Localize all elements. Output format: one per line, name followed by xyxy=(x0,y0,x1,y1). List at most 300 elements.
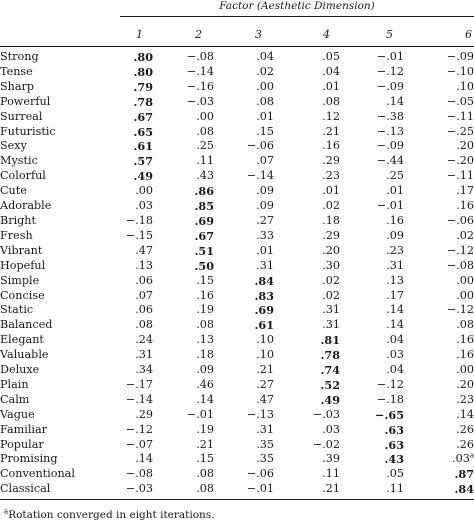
loading-cell-factor-5 xyxy=(340,408,404,423)
loading-cell-factor-3 xyxy=(214,139,274,154)
loading-value: .43 xyxy=(196,169,214,183)
loading-cell-factor-1 xyxy=(111,363,153,378)
loading-cell-factor-4 xyxy=(274,65,340,80)
loading-cell-factor-5 xyxy=(340,318,404,333)
loading-value: .14 xyxy=(386,94,404,108)
table-row xyxy=(0,438,474,453)
loading-value: .49 xyxy=(133,169,153,184)
loading-cell-factor-5 xyxy=(340,482,404,497)
loading-value: .07 xyxy=(135,288,153,302)
attribute-label: Vague xyxy=(0,407,35,421)
loading-cell-factor-6 xyxy=(404,169,474,184)
loading-value: .14 xyxy=(196,392,214,406)
loading-cell-factor-3 xyxy=(214,467,274,482)
loading-value: .30 xyxy=(322,258,340,272)
loading-value: −.09 xyxy=(376,79,404,93)
loading-cell-factor-5 xyxy=(340,110,404,125)
loading-value: −.12 xyxy=(376,64,404,78)
loading-cell-factor-4 xyxy=(274,438,340,453)
loading-value: .13 xyxy=(196,333,214,347)
loading-value: .26 xyxy=(456,422,474,436)
table-row xyxy=(0,423,474,438)
loading-cell-factor-6 xyxy=(404,378,474,393)
loading-value: .21 xyxy=(322,482,340,496)
loading-value: .08 xyxy=(196,124,214,138)
loading-value: −.08 xyxy=(186,50,214,63)
table-row xyxy=(0,125,474,140)
loading-cell-factor-6 xyxy=(404,184,474,199)
loading-cell-factor-1 xyxy=(111,125,153,140)
loading-cell-factor-3 xyxy=(214,154,274,169)
loading-value: .11 xyxy=(196,154,214,168)
loading-cell-factor-1 xyxy=(111,318,153,333)
loading-cell-factor-5 xyxy=(340,184,404,199)
table-row xyxy=(0,289,474,304)
bottom-rule xyxy=(0,499,474,500)
loading-cell-factor-2 xyxy=(153,229,214,244)
loading-cell-factor-2 xyxy=(153,378,214,393)
loading-cell-factor-5 xyxy=(340,303,404,318)
loading-value: −.01 xyxy=(376,199,404,213)
loading-value: .20 xyxy=(456,377,474,391)
loading-value: .29 xyxy=(322,228,340,242)
loading-cell-factor-3 xyxy=(214,363,274,378)
loading-cell-factor-4 xyxy=(274,348,340,363)
loading-cell-factor-5 xyxy=(340,452,404,467)
loading-cell-factor-2 xyxy=(153,244,214,259)
loading-value: .46 xyxy=(196,377,214,391)
loading-value: −.25 xyxy=(446,124,474,138)
loading-value: −.09 xyxy=(446,50,474,63)
loading-value: .43 xyxy=(384,452,404,467)
loading-value: .08 xyxy=(196,482,214,496)
loading-cell-factor-2 xyxy=(153,393,214,408)
table-row xyxy=(0,363,474,378)
loading-value: .29 xyxy=(135,407,153,421)
loading-cell-factor-4 xyxy=(274,289,340,304)
loading-cell-factor-2 xyxy=(153,333,214,348)
loading-cell-factor-6 xyxy=(404,318,474,333)
loading-value: .14 xyxy=(386,318,404,332)
loading-value: .67 xyxy=(194,228,214,243)
attribute-label: Adorable xyxy=(0,199,52,213)
loading-cell-factor-1 xyxy=(111,423,153,438)
loading-value: .02 xyxy=(322,273,340,287)
loading-value: .10 xyxy=(256,333,274,347)
loading-cell-factor-2 xyxy=(153,154,214,169)
loading-cell-factor-3 xyxy=(214,393,274,408)
attribute-label: Popular xyxy=(0,437,44,451)
loading-cell-factor-3 xyxy=(214,50,274,65)
loading-value: .09 xyxy=(256,184,274,198)
loading-value: −.12 xyxy=(376,377,404,391)
attribute-label: Classical xyxy=(0,482,51,496)
loading-value: −.03 xyxy=(312,407,340,421)
loading-value: .02 xyxy=(322,199,340,213)
loading-value: .31 xyxy=(256,422,274,436)
table-row xyxy=(0,274,474,289)
loading-value: .63 xyxy=(384,422,404,437)
attribute-label: Fresh xyxy=(0,228,33,242)
loading-value: .69 xyxy=(254,303,274,318)
loading-value: .02 xyxy=(322,288,340,302)
loading-value: .78 xyxy=(320,348,340,363)
loading-cell-factor-3 xyxy=(214,289,274,304)
loading-value: −.08 xyxy=(125,467,153,481)
attribute-label: Tense xyxy=(0,64,33,78)
loading-cell-factor-6 xyxy=(404,274,474,289)
loading-cell-factor-2 xyxy=(153,318,214,333)
loading-value: .07 xyxy=(256,154,274,168)
table-row xyxy=(0,110,474,125)
loading-value: .15 xyxy=(196,452,214,466)
loading-value: .29 xyxy=(322,154,340,168)
loading-value: .21 xyxy=(322,124,340,138)
loading-cell-factor-2 xyxy=(153,199,214,214)
loading-cell-factor-3 xyxy=(214,169,274,184)
loading-value: .21 xyxy=(196,437,214,451)
table-row xyxy=(0,80,474,95)
loading-cell-factor-4 xyxy=(274,169,340,184)
loading-value: −.13 xyxy=(246,407,274,421)
attribute-label: Powerful xyxy=(0,94,51,108)
loading-value: .35 xyxy=(256,437,274,451)
loading-cell-factor-6 xyxy=(404,348,474,363)
loading-cell-factor-3 xyxy=(214,95,274,110)
loading-cell-factor-4 xyxy=(274,50,340,65)
attribute-label: Sharp xyxy=(0,79,35,93)
loading-cell-factor-2 xyxy=(153,467,214,482)
loading-value: .00 xyxy=(456,288,474,302)
loading-value: .03 xyxy=(322,422,340,436)
loading-value: −.03 xyxy=(186,94,214,108)
loading-value: .24 xyxy=(135,333,153,347)
loading-value: −.11 xyxy=(446,109,474,123)
loading-value: .61 xyxy=(133,139,153,154)
loading-cell-factor-4 xyxy=(274,199,340,214)
loading-value: .12 xyxy=(322,109,340,123)
loading-value: .61 xyxy=(254,318,274,333)
loading-cell-factor-1 xyxy=(111,303,153,318)
loading-cell-factor-4 xyxy=(274,393,340,408)
loading-cell-factor-6 xyxy=(404,393,474,408)
attribute-label: Plain xyxy=(0,377,29,391)
loading-cell-factor-5 xyxy=(340,333,404,348)
loading-cell-factor-3 xyxy=(214,333,274,348)
loading-cell-factor-5 xyxy=(340,65,404,80)
attribute-label: Concise xyxy=(0,288,45,302)
loading-value: .78 xyxy=(133,94,153,109)
loading-cell-factor-4 xyxy=(274,229,340,244)
table-row xyxy=(0,333,474,348)
loading-value: .16 xyxy=(456,348,474,362)
table-row xyxy=(0,184,474,199)
loading-cell-factor-2 xyxy=(153,274,214,289)
loading-cell-factor-5 xyxy=(340,229,404,244)
loading-cell-factor-4 xyxy=(274,482,340,497)
loading-value: .09 xyxy=(386,228,404,242)
loading-value: .67 xyxy=(133,109,153,124)
loading-cell-factor-4 xyxy=(274,154,340,169)
loading-value: .08 xyxy=(196,467,214,481)
loading-value: .18 xyxy=(322,213,340,227)
loading-cell-factor-6 xyxy=(404,229,474,244)
attribute-label: Deluxe xyxy=(0,363,40,377)
loading-value: .06 xyxy=(135,273,153,287)
loading-value: .14 xyxy=(135,452,153,466)
loading-value: .00 xyxy=(456,363,474,377)
loading-value: .39 xyxy=(322,452,340,466)
loading-value: −.11 xyxy=(446,169,474,183)
loading-cell-factor-3 xyxy=(214,482,274,497)
attribute-label: Surreal xyxy=(0,109,43,123)
loading-cell-factor-3 xyxy=(214,318,274,333)
loading-cell-factor-3 xyxy=(214,348,274,363)
loading-value: .19 xyxy=(196,303,214,317)
loading-value: .10 xyxy=(256,348,274,362)
loading-value: .17 xyxy=(386,288,404,302)
loading-value: −.17 xyxy=(125,377,153,391)
loading-value: .05 xyxy=(386,467,404,481)
loading-cell-factor-2 xyxy=(153,184,214,199)
table-row xyxy=(0,393,474,408)
column-header-6: 6 xyxy=(465,28,472,41)
loading-value: .47 xyxy=(135,243,153,257)
loading-value: .08 xyxy=(456,318,474,332)
loading-value: .33 xyxy=(256,228,274,242)
loading-value: .00 xyxy=(456,273,474,287)
loading-cell-factor-3 xyxy=(214,184,274,199)
column-header-1: 1 xyxy=(136,28,143,41)
loading-cell-factor-4 xyxy=(274,184,340,199)
loading-value: .18 xyxy=(196,348,214,362)
table-row xyxy=(0,229,474,244)
loading-cell-factor-3 xyxy=(214,259,274,274)
loading-cell-factor-1 xyxy=(111,214,153,229)
attribute-label: Conventional xyxy=(0,467,75,481)
factor-caption: Factor (Aesthetic Dimension) xyxy=(219,0,375,12)
loading-cell-factor-5 xyxy=(340,80,404,95)
table-row xyxy=(0,318,474,333)
loading-cell-factor-1 xyxy=(111,169,153,184)
loading-value: .26 xyxy=(456,437,474,451)
loading-value: .01 xyxy=(386,184,404,198)
loading-value: −.65 xyxy=(375,407,404,422)
loading-cell-factor-1 xyxy=(111,482,153,497)
loadings-table xyxy=(0,50,474,497)
loading-value: .09 xyxy=(256,199,274,213)
loading-cell-factor-2 xyxy=(153,438,214,453)
attribute-label: Calm xyxy=(0,392,30,406)
loading-cell-factor-1 xyxy=(111,95,153,110)
loading-cell-factor-6 xyxy=(404,408,474,423)
table-row xyxy=(0,214,474,229)
loading-cell-factor-1 xyxy=(111,199,153,214)
loading-cell-factor-4 xyxy=(274,259,340,274)
loading-value: −.14 xyxy=(125,392,153,406)
loading-value: −.06 xyxy=(446,213,474,227)
table-row xyxy=(0,65,474,80)
table-row xyxy=(0,154,474,169)
loading-cell-factor-4 xyxy=(274,139,340,154)
loading-value: .34 xyxy=(135,363,153,377)
loading-value: .01 xyxy=(322,184,340,198)
table-row xyxy=(0,482,474,497)
loading-cell-factor-4 xyxy=(274,274,340,289)
loading-cell-factor-6 xyxy=(404,139,474,154)
loading-cell-factor-5 xyxy=(340,154,404,169)
table-row xyxy=(0,244,474,259)
table-row xyxy=(0,348,474,363)
loading-value: .04 xyxy=(386,333,404,347)
footnote-marker: a xyxy=(4,507,9,516)
loading-value: .84 xyxy=(254,273,274,288)
loading-cell-factor-2 xyxy=(153,169,214,184)
loading-cell-factor-1 xyxy=(111,378,153,393)
loading-value: .16 xyxy=(322,139,340,153)
loading-cell-factor-4 xyxy=(274,408,340,423)
loading-cell-factor-4 xyxy=(274,363,340,378)
loading-value: −.38 xyxy=(376,109,404,123)
loading-value: .79 xyxy=(133,79,153,94)
loading-value: −.16 xyxy=(186,79,214,93)
attribute-label: Cute xyxy=(0,184,27,198)
loading-cell-factor-5 xyxy=(340,467,404,482)
loading-cell-factor-6 xyxy=(404,244,474,259)
loading-cell-factor-5 xyxy=(340,214,404,229)
attribute-label: Valuable xyxy=(0,348,49,362)
loading-value: −.06 xyxy=(246,467,274,481)
loading-cell-factor-2 xyxy=(153,95,214,110)
loading-cell-factor-1 xyxy=(111,65,153,80)
loading-value: .02 xyxy=(456,228,474,242)
loading-cell-factor-1 xyxy=(111,467,153,482)
loading-cell-factor-1 xyxy=(111,154,153,169)
loading-value: −.01 xyxy=(186,407,214,421)
loading-value: .31 xyxy=(135,348,153,362)
loading-cell-factor-2 xyxy=(153,50,214,65)
loading-value: −.18 xyxy=(376,392,404,406)
footnote-text: Rotation converged in eight iterations. xyxy=(8,509,215,521)
attribute-label: Static xyxy=(0,303,34,317)
loading-value: .31 xyxy=(386,258,404,272)
loading-cell-factor-2 xyxy=(153,259,214,274)
attribute-label: Familiar xyxy=(0,422,48,436)
loading-cell-factor-6 xyxy=(404,438,474,453)
loading-cell-factor-3 xyxy=(214,378,274,393)
loading-cell-factor-5 xyxy=(340,363,404,378)
loading-cell-factor-2 xyxy=(153,348,214,363)
loading-value: .80 xyxy=(133,50,153,64)
attribute-label: Promising xyxy=(0,452,58,466)
column-header-5: 5 xyxy=(386,28,393,41)
loading-cell-factor-1 xyxy=(111,393,153,408)
loading-cell-factor-3 xyxy=(214,423,274,438)
loading-cell-factor-4 xyxy=(274,244,340,259)
loading-value: −.01 xyxy=(376,50,404,63)
loading-value: .81 xyxy=(320,333,340,348)
attribute-label: Bright xyxy=(0,213,37,227)
loading-cell-factor-6 xyxy=(404,423,474,438)
loading-cell-factor-4 xyxy=(274,110,340,125)
loading-value: .23 xyxy=(456,392,474,406)
loading-cell-factor-5 xyxy=(340,95,404,110)
loading-cell-factor-1 xyxy=(111,289,153,304)
loading-cell-factor-1 xyxy=(111,110,153,125)
loading-cell-factor-6 xyxy=(404,289,474,304)
loading-cell-factor-6 xyxy=(404,482,474,497)
loading-value: .31 xyxy=(322,318,340,332)
loading-cell-factor-6 xyxy=(404,363,474,378)
loading-cell-factor-2 xyxy=(153,125,214,140)
loading-value: −.05 xyxy=(446,94,474,108)
loading-value: .85 xyxy=(194,199,214,214)
loading-value: .08 xyxy=(256,94,274,108)
loading-value: .20 xyxy=(322,243,340,257)
loading-cell-factor-1 xyxy=(111,452,153,467)
loading-cell-factor-6 xyxy=(404,467,474,482)
loading-cell-factor-2 xyxy=(153,110,214,125)
table-row xyxy=(0,452,474,467)
loading-cell-factor-4 xyxy=(274,125,340,140)
attribute-label: Futuristic xyxy=(0,124,56,138)
loading-cell-factor-1 xyxy=(111,184,153,199)
loading-value: −.44 xyxy=(376,154,404,168)
loading-value: .49 xyxy=(320,392,340,407)
loading-value: −.06 xyxy=(246,139,274,153)
loading-cell-factor-5 xyxy=(340,393,404,408)
loading-value: .63 xyxy=(384,437,404,452)
loading-value: .04 xyxy=(386,363,404,377)
table-row xyxy=(0,408,474,423)
table-row xyxy=(0,467,474,482)
loading-value: .15 xyxy=(196,273,214,287)
loading-value: .03 xyxy=(135,199,153,213)
table-row xyxy=(0,139,474,154)
loading-cell-factor-1 xyxy=(111,274,153,289)
table-row xyxy=(0,199,474,214)
loading-value: .50 xyxy=(194,258,214,273)
table-row xyxy=(0,378,474,393)
footnote-ref-marker: a xyxy=(469,451,474,460)
attribute-label: Balanced xyxy=(0,318,53,332)
attribute-label: Simple xyxy=(0,273,40,287)
loading-cell-factor-6 xyxy=(404,125,474,140)
loading-value: −.12 xyxy=(446,303,474,317)
loading-value: −.09 xyxy=(376,139,404,153)
loading-cell-factor-4 xyxy=(274,80,340,95)
loading-cell-factor-2 xyxy=(153,289,214,304)
loading-cell-factor-6 xyxy=(404,303,474,318)
loading-value: −.18 xyxy=(125,213,153,227)
loading-value: .10 xyxy=(456,79,474,93)
loading-cell-factor-4 xyxy=(274,303,340,318)
loading-value: .00 xyxy=(256,79,274,93)
loading-cell-factor-4 xyxy=(274,467,340,482)
loading-cell-factor-5 xyxy=(340,199,404,214)
loading-cell-factor-1 xyxy=(111,259,153,274)
loading-cell-factor-3 xyxy=(214,65,274,80)
loading-cell-factor-3 xyxy=(214,303,274,318)
loading-value: .01 xyxy=(256,109,274,123)
loading-value: −.10 xyxy=(446,64,474,78)
loading-cell-factor-5 xyxy=(340,125,404,140)
loading-value: .86 xyxy=(194,184,214,199)
loading-cell-factor-4 xyxy=(274,378,340,393)
loading-value: .13 xyxy=(386,273,404,287)
attribute-label: Mystic xyxy=(0,154,38,168)
loading-cell-factor-6 xyxy=(404,50,474,65)
